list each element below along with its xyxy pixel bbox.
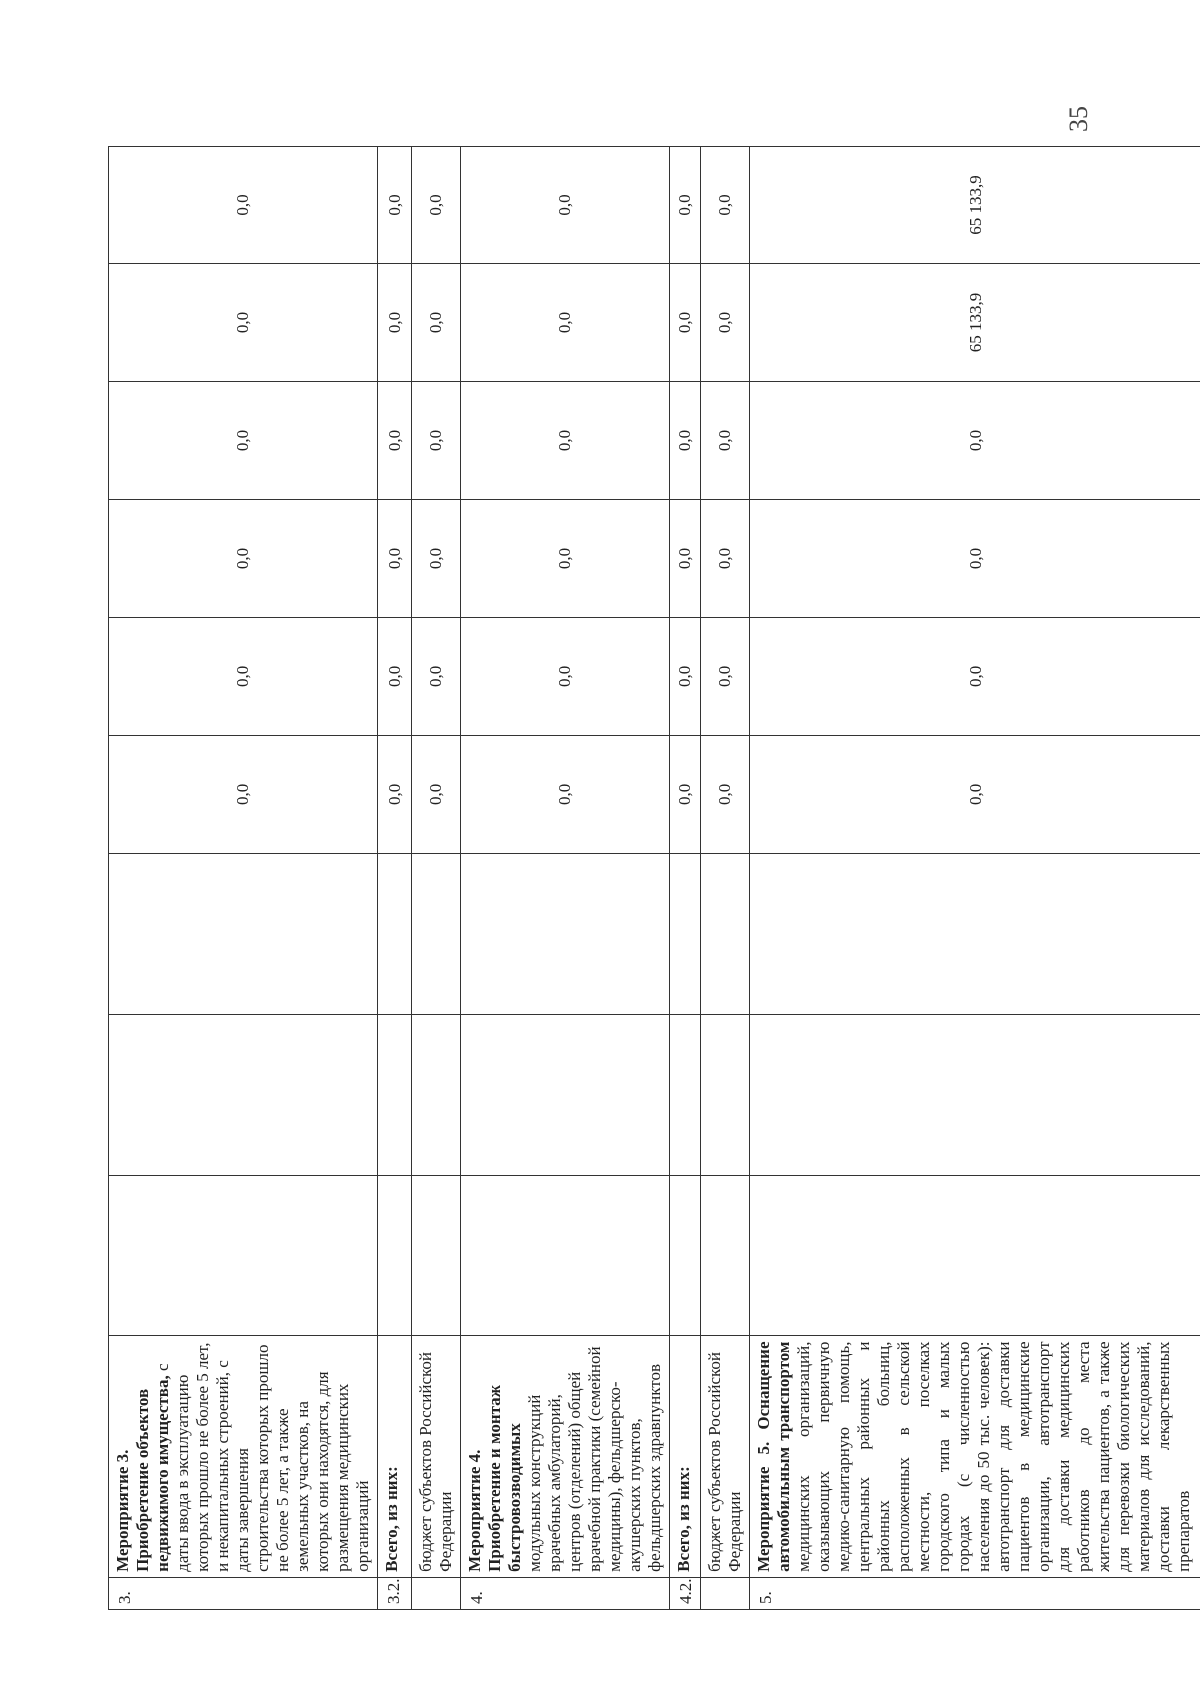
row-title (378, 1336, 412, 1577)
value-cell (412, 1014, 461, 1175)
value-cell: 0,0 (670, 617, 701, 735)
value-cell: 0,0 (701, 382, 750, 500)
value-cell (750, 853, 1200, 1014)
value-cell: 0,0 (670, 499, 701, 617)
value-cell: 0,0 (701, 499, 750, 617)
value-cell: 0,0 (461, 499, 670, 617)
row-title-rest: с даты ввода в эксплуатацию которых прошло не более 5 лет, и некапитальных строений, с даты завершения строительства которых прошло не более 5 лет, а также земельных участков, на которых они находятся, для размещения медицинских организаций (153, 1342, 372, 1572)
value-cell: 0,0 (378, 147, 412, 264)
page-number: 35 (1064, 106, 1093, 132)
value-cell: 0,0 (378, 382, 412, 500)
value-cell (750, 1175, 1200, 1336)
rotated-page (108, 146, 1193, 1610)
value-cell: 0,0 (109, 617, 378, 735)
row-title-bold: Мероприятие 3. Приобретение объектов недвижимого имущества, (113, 1375, 172, 1572)
row-index: 4.2. (670, 1577, 701, 1609)
value-cell: 0,0 (461, 382, 670, 500)
value-cell (701, 853, 750, 1014)
row-index (412, 1577, 461, 1609)
value-cell (461, 853, 670, 1014)
value-cell (109, 1175, 378, 1336)
value-cell: 0,0 (750, 382, 1200, 500)
value-cell (109, 853, 378, 1014)
value-cell (670, 1014, 701, 1175)
value-cell: 0,0 (109, 735, 378, 853)
table-row (701, 147, 750, 1610)
row-index: 5. (750, 1577, 1200, 1609)
value-cell: 0,0 (109, 382, 378, 500)
row-title (109, 1336, 378, 1577)
value-cell: 0,0 (701, 617, 750, 735)
row-title-rest: модульных конструкций врачебных амбулаторий, центров (отделений) общей врачебной практики (семейной медицины), фельдшерско-акушерских пунктов, фельдшерских здравпунктов (525, 1346, 664, 1572)
value-cell (701, 1014, 750, 1175)
value-cell: 0,0 (378, 735, 412, 853)
table-row (109, 147, 378, 1610)
value-cell (412, 1175, 461, 1336)
value-cell: 0,0 (701, 735, 750, 853)
value-cell (109, 1014, 378, 1175)
row-title-bold: Всего, из них: (674, 1466, 693, 1572)
value-cell (412, 853, 461, 1014)
row-title-bold: Мероприятие 4. Приобретение и монтаж быстровозводимых (465, 1384, 524, 1572)
value-cell: 0,0 (750, 499, 1200, 617)
value-cell: 0,0 (378, 264, 412, 382)
value-cell: 0,0 (412, 382, 461, 500)
value-cell: 0,0 (670, 382, 701, 500)
value-cell: 0,0 (412, 264, 461, 382)
value-cell (670, 1175, 701, 1336)
row-title-bold: Всего, из них: (382, 1466, 401, 1572)
budget-table (108, 146, 1200, 1610)
row-title-rest: бюджет субъектов Российской Федерации (416, 1351, 455, 1572)
row-title-rest: медицинских организаций, оказывающих первичную медико-санитарную помощь, центральных районных и районных больниц, расположенных в сельской местности, поселках городского типа и малых городах (с численностью населения до 50 тыс. человек): автотранспорт для доставки пациентов в медицинские организации, автотранспорт для доставки медицинских работников до места жительства пациентов, а также для перевозки биологических материалов для исследований, доставки лекарственных препаратов (794, 1341, 1193, 1572)
value-cell: 0,0 (109, 499, 378, 617)
row-title-bold: Мероприятие 5. Оснащение автомобильным транспортом (754, 1341, 793, 1572)
table-row (378, 147, 412, 1610)
value-cell (701, 1175, 750, 1336)
value-cell: 0,0 (109, 264, 378, 382)
value-cell: 0,0 (701, 147, 750, 264)
value-cell: 0,0 (109, 147, 378, 264)
table-row (750, 147, 1200, 1610)
table-row (461, 147, 670, 1610)
table-row (412, 147, 461, 1610)
value-cell: 0,0 (670, 735, 701, 853)
table-row (670, 147, 701, 1610)
value-cell: 0,0 (412, 147, 461, 264)
value-cell (750, 1014, 1200, 1175)
row-index: 3. (109, 1577, 378, 1609)
value-cell: 0,0 (412, 735, 461, 853)
value-cell: 0,0 (461, 264, 670, 382)
row-title (412, 1336, 461, 1577)
row-index: 3.2. (378, 1577, 412, 1609)
value-cell: 0,0 (412, 499, 461, 617)
row-index: 4. (461, 1577, 670, 1609)
row-index (701, 1577, 750, 1609)
value-cell: 0,0 (461, 147, 670, 264)
value-cell: 0,0 (378, 617, 412, 735)
value-cell: 0,0 (750, 735, 1200, 853)
value-cell: 0,0 (412, 617, 461, 735)
value-cell: 0,0 (670, 147, 701, 264)
value-cell (670, 853, 701, 1014)
value-cell (378, 853, 412, 1014)
value-cell: 65 133,9 (750, 147, 1200, 264)
value-cell: 0,0 (701, 264, 750, 382)
value-cell (378, 1014, 412, 1175)
row-title (670, 1336, 701, 1577)
value-cell: 0,0 (461, 617, 670, 735)
row-title-rest: бюджет субъектов Российской Федерации (705, 1351, 744, 1572)
value-cell: 65 133,9 (750, 264, 1200, 382)
value-cell (461, 1014, 670, 1175)
row-title (461, 1336, 670, 1577)
row-title (701, 1336, 750, 1577)
value-cell (461, 1175, 670, 1336)
row-title (750, 1336, 1200, 1577)
value-cell: 0,0 (670, 264, 701, 382)
value-cell: 0,0 (750, 617, 1200, 735)
value-cell (378, 1175, 412, 1336)
value-cell: 0,0 (378, 499, 412, 617)
value-cell: 0,0 (461, 735, 670, 853)
